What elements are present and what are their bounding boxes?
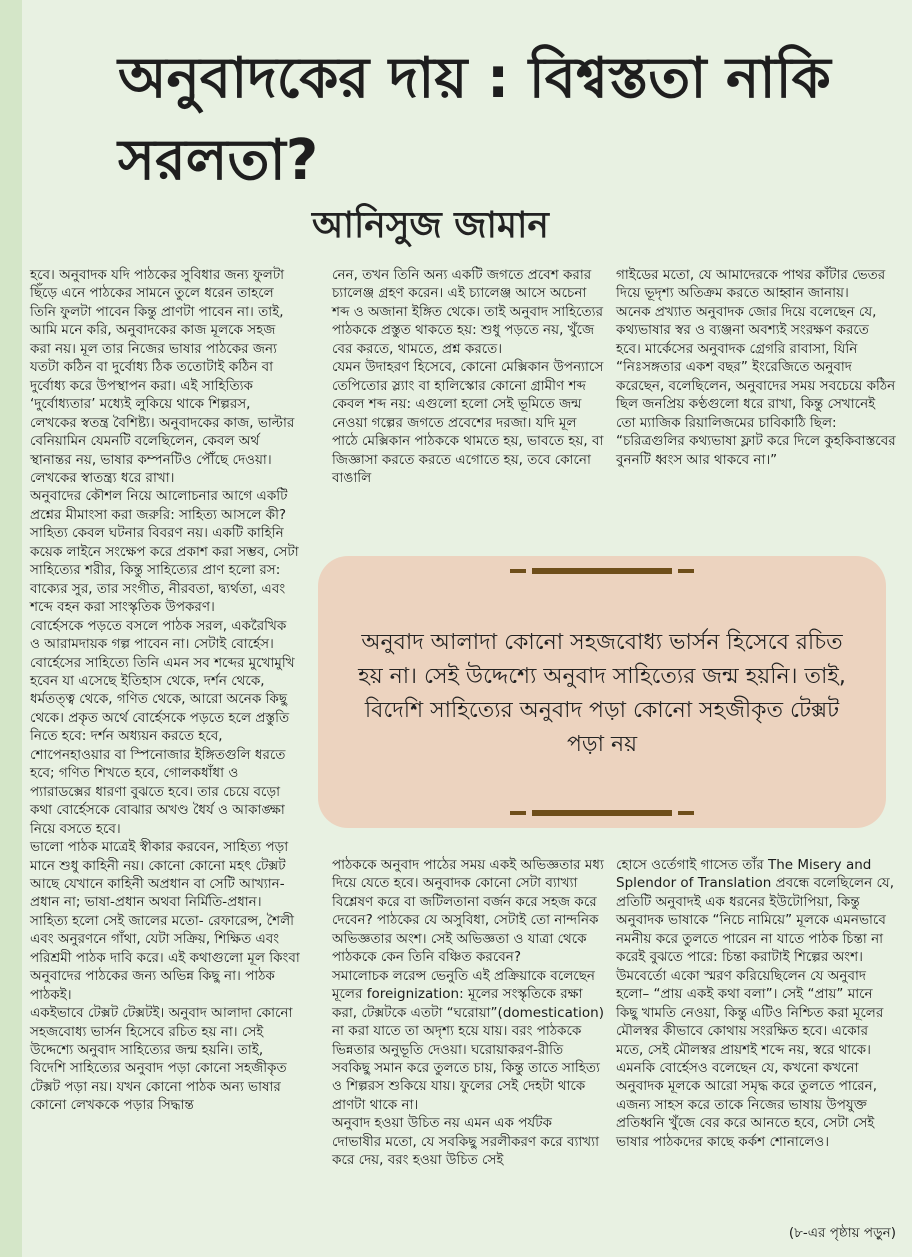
paragraph: বোর্হেসকে পড়তে বসলে পাঠক সরল, একরৈখিক ও আরামদায়ক গল্প পাবেন না। সেটাই বোর্হেস। বোর্হেসের সাহিত্যে তিনি এমন সব শব্দের মুখোমুখি হবেন যা এসেছে ইতিহাস থেকে, দর্শন থেকে, ধর্মতত্ত্ব থেকে, গণিত থেকে, আরো অনেক কিছু থেকে। প্রকৃত অর্থে বোর্হেসকে পড়তে হলে প্রস্তুতি নিতে হবে: দর্শন অধ্যয়ন করতে হবে, শোপেনহাওয়ার বা স্পিনোজার ইঙ্গিতগুলি ধরতে হবে; গণিত শিখতে হবে, গোলকধাঁধা ও প্যারাডক্সের ধারণা বুঝতে হবে। তার চেয়ে বড়ো কথা বোর্হেসকে বোঝার অখণ্ড ধৈর্য ও আকাঙ্ক্ষা নিয়ে বসতে হবে। [30,617,295,837]
paragraph: একইভাবে টেক্সট টেক্সটই। অনুবাদ আলাদা কোনো সহজবোধ্য ভার্সন হিসেবে রচিত হয় না। সেই উদ্দেশ্যে অনুবাদ সাহিত্যের জন্ম হয়নি। তাই, বিদেশি সাহিত্যের অনুবাদ পড়া কোনো সহজীকৃত টেক্সট পড়া নয়। যখন কোনো পাঠক অন্য ভাষার কোনো লেখককে পড়ার সিদ্ধান্ত [30,1005,293,1114]
column-2-top [332,266,604,487]
paragraph: হোসে ওর্তেগাই গাসেত তাঁর The Misery and Splendor of Translation প্রবন্ধে বলেছিলেন যে, প্রতিটি অনুবাদই এক ধরনের ইউটোপিয়া, কিন্তু অনুবাদক ভাষাকে “নিচে নামিয়ে” মূলকে এমনভাবে নমনীয় করে তুলতে পারেন না যাতে পাঠক চিন্তা না করেই বুঝতে পারে: চিন্তা করাটাই শিল্পের অংশ। [616,857,894,966]
paragraph: যেমন উদাহরণ হিসেবে, কোনো মেক্সিকান উপন্যাসে তেপিতোর স্ল্যাং বা হালিস্কোর কোনো গ্রামীণ শব্দ কেবল শব্দ নয়: এগুলো হলো সেই ভূমিতে জন্ম নেওয়া গল্পের জগতে প্রবেশের দরজা। যদি মূল পাঠে মেক্সিকান পাঠককে থামতে হয়, ভাবতে হয়, বা জিজ্ঞাসা করতে করতে এগোতে হয়, তবে কোনো বাঙালি [332,359,604,486]
paragraph: অনেক প্রখ্যাত অনুবাদক জোর দিয়ে বলেছেন যে, কথ্যভাষার স্বর ও ব্যঞ্জনা অবশ্যই সংরক্ষণ করতে হবে। মার্কেসের অনুবাদক গ্রেগরি রাবাসা, যিনি “নিঃসঙ্গতার একশ বছর” ইংরেজিতে অনুবাদ করেছেন, বলেছিলেন, অনুবাদের সময় সবচেয়ে কঠিন ছিল জনপ্রিয় কণ্ঠগুলো ধরে রাখা, কিন্তু সেখানেই তো ম্যাজিক রিয়ালিজমের চাবিকাঠি ছিল: “চরিত্রগুলির কথ্যভাষা ফ্লাট করে দিলে কুহকিবাস্তবের বুননটি ধ্বংস আর থাকবে না।” [616,303,896,468]
paragraph: গাইডের মতো, যে আমাদেরকে পাথর কাঁটার ভেতর দিয়ে ভূদৃশ্য অতিক্রম করতে আহ্বান জানায়। [616,267,886,302]
column-3-bottom [616,856,898,1151]
paragraph: অনুবাদের কৌশল নিয়ে আলোচনার আগে একটি প্রশ্নের মীমাংসা করা জরুরি: সাহিত্য আসলে কী? সাহিত্য কেবল ঘটনার বিবরণ নয়। একটি কাহিনি কয়েক লাইনে সংক্ষেপ করে প্রকাশ করা সম্ভব, সেটা সাহিত্যের শরীর, কিন্তু সাহিত্যের প্রাণ হলো রস: বাক্যের সুর, তার সংগীত, নীরবতা, দ্ব্যর্থতা, এবং শব্দে বহন করা সাংস্কৃতিক উপকরণ। [30,488,299,616]
paragraph: নেন, তখন তিনি অন্য একটি জগতে প্রবেশ করার চ্যালেঞ্জ গ্রহণ করেন। এই চ্যালেঞ্জ আসে অচেনা শব্দ ও অজানা ইঙ্গিত থেকে। তাই অনুবাদ সাহিত্যের পাঠককে প্রস্তুত থাকতে হয়: শুধু পড়তে নয়, খুঁজে বের করতে, থামতে, প্রশ্ন করতে। [332,267,604,357]
page-margin-strip [0,0,22,1257]
author-byline: আনিসুজ জামান [312,205,549,246]
pullquote-text: অনুবাদ আলাদা কোনো সহজবোধ্য ভার্সন হিসেবে রচিত হয় না। সেই উদ্দেশ্যে অনুবাদ সাহিত্যের জন্ম হয়নি। তাই, বিদেশি সাহিত্যের অনুবাদ পড়া কোনো সহজীকৃত টেক্সট পড়া নয় [358,630,846,757]
article-title: অনুবাদকের দায় : বিশ্বস্ততা নাকি সরলতা? [118,46,831,193]
continued-on-page-note: (৮-এর পৃষ্ঠায় পড়ুন) [788,1225,896,1241]
paragraph: পাঠককে অনুবাদ পাঠের সময় একই অভিজ্ঞতার মধ্য দিয়ে যেতে হবে। অনুবাদক কোনো সেটা ব্যাখ্যা বিশ্লেষণ করে বা জটিলতানা বর্জন করে সহজ করে দেবেন? পাঠকের যে অসুবিধা, সেটাই তো নান্দনিক অভিজ্ঞতার অংশ। সেই অভিজ্ঞতা ও যাত্রা থেকে পাঠককে কেন তিনি বঞ্চিত করবেন? [332,857,604,966]
paragraph: হবে। অনুবাদক যদি পাঠকের সুবিধার জন্য ফুলটা ছিঁড়ে এনে পাঠকের সামনে তুলে ধরেন তাহলে তিনি ফুলটা পাবেন কিন্তু প্রাণটা পাবেন না। তাই, আমি মনে করি, অনুবাদকের কাজ মূলকে সহজ করা নয়। মূল তার নিজের ভাষার পাঠকের জন্য যতটা কঠিন বা দুর্বোধ্য ঠিক ততোটাই কঠিন বা দুর্বোধ্য করে উপস্থাপন করা। এই সাহিত্যিক ‘দুর্বোধ্যতার’ মধ্যেই লুকিয়ে থাকে শিল্পরস, লেখকের স্বতন্ত্র বৈশিষ্ট্য। অনুবাদকের কাজ, ভাল্টার বেনিয়ামিন যেমনটি বলেছিলেন, কেবল অর্থ স্থানান্তর নয়, ভাষার কম্পনটিও পৌঁছে দেওয়া। লেখকের স্বাতন্ত্র্য ধরে রাখা। [30,267,295,486]
ornament-rule-bottom [532,810,672,816]
column-2-bottom [332,856,604,1170]
column-3-top [616,266,898,469]
ornament-rule-top [532,568,672,574]
paragraph: অনুবাদ হওয়া উচিত নয় এমন এক পর্যটক দোভাষীর মতো, যে সবকিছু সরলীকরণ করে ব্যাখ্যা করে দেয়, বরং হওয়া উচিত সেই [332,1115,599,1169]
column-1 [30,266,300,1115]
paragraph: সমালোচক লরেন্স ভেনুতি এই প্রক্রিয়াকে বলেছেন মূলের foreignization: মূলের সংস্কৃতিকে রক্ষা করা, টেক্সটকে এতটা “ঘরোয়া”(domestication) না করা যাতে তা অদৃশ্য হয়ে যায়। বরং পাঠককে ভিন্নতার অনুভূতি দেওয়া। ঘরোয়াকরণ-রীতি সবকিছু সমান করে তুলতে চায়, কিন্তু তাতে সাহিত্য ও শিল্পরস শুকিয়ে যায়। ফুলের সেই দেহটা থাকে প্রাণটা থাকে না। [332,967,605,1113]
paragraph: ভালো পাঠক মাত্রেই স্বীকার করবেন, সাহিত্য পড়া মানে শুধু কাহিনী নয়। কোনো কোনো মহৎ টেক্সট আছে যেখানে কাহিনী অপ্রধান বা সেটি আখ্যান-প্রধান না; ভাষা-প্রধান অথবা নির্মিতি-প্রধান। সাহিত্য হলো সেই জালের মতো- রেফারেন্স, শৈলী এবং অনুরণনে গাঁথা, যেটা সক্রিয়, শিক্ষিত এবং পরিশ্রমী পাঠক দাবি করে। এই কথাগুলো মূল কিংবা অনুবাদের পাঠকের জন্য অভিন্ন কিছু না। পাঠক পাঠকই। [30,839,300,1003]
pullquote-box [318,556,886,828]
paragraph: এমনকি বোর্হেসও বলেছেন যে, কখনো কখনো অনুবাদক মূলকে আরো সমৃদ্ধ করে তুলতে পারেন, এজন্য সাহস করে তাকে নিজের ভাষায় উপযুক্ত প্রতিধ্বনি খুঁজে বের করে আনতে হবে, সেটা সেই ভাষার পাঠকদের কাছে কর্কশ শোনালেও। [616,1059,878,1150]
paragraph: উমবের্তো একো স্মরণ করিয়েছিলেন যে অনুবাদ হলো– “প্রায় একই কথা বলা”। সেই “প্রায়” মানে কিছু খামতি নেওয়া, কিন্তু এটিও নিশ্চিত করা মূলের মৌলস্বর কীভাবে কোথায় সংরক্ষিত হবে। একোর মতে, সেই মৌলস্বর প্রায়শই শব্দে নয়, স্বরে থাকে। [616,967,884,1058]
